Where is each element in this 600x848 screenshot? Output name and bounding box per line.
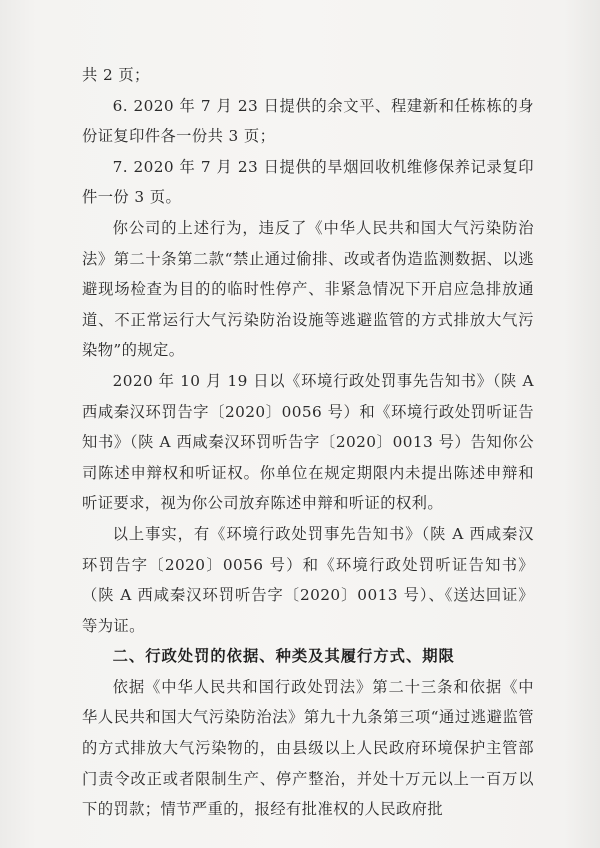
evidence-item-7: 7. 2020 年 7 月 23 日提供的旱烟回收机维修保养记录复印件一份 3 页。 — [82, 157, 534, 207]
document-body — [82, 60, 534, 825]
notice-paragraph: 2020 年 10 月 19 日以《环境行政处罚事先告知书》（陕 A 西咸秦汉环罚告字〔2020〕0056 号）和《环境行政处罚听证告知书》（陕 A 西咸秦汉环罚听告字〔2020〕0013 号）告知你公司陈述申辩权和听证权。你单位在规定期限内未提出陈述申辩和听证要求，视为你公司放弃陈述申辩和听证的权利。 — [82, 371, 534, 513]
continuation-line: 共 2 页； — [82, 66, 150, 84]
section-heading: 二、行政处罚的依据、种类及其履行方式、期限 — [112, 647, 455, 666]
evidence-item-6: 6. 2020 年 7 月 23 日提供的余文平、程建新和任栋栋的身份证复印件各一份共 3 页； — [82, 96, 534, 146]
violation-paragraph: 你公司的上述行为，违反了《中华人民共和国大气污染防治法》第二十条第二款“禁止通过偷排、改或者伪造监测数据、以逃避现场检查为目的的临时性停产、非紧急情况下开启应急排放通道、不正常运行大气污染防治设施等逃避监管的方式排放大气污染物”的规定。 — [82, 218, 534, 360]
legal-basis-paragraph: 依据《中华人民共和国行政处罚法》第二十三条和依据《中华人民共和国大气污染防治法》第九十九条第三项“通过逃避监管的方式排放大气污染物的，由县级以上人民政府环境保护主管部门责令改正或者限制生产、停产整治，并处十万元以上一百万以下的罚款；情节严重的，报经有批准权的人民政府批 — [82, 677, 534, 819]
evidence-summary-paragraph: 以上事实，有《环境行政处罚事先告知书》（陕 A 西咸秦汉环罚告字〔2020〕0056 号）和《环境行政处罚听证告知书》（陕 A 西咸秦汉环罚听告字〔2020〕0013 号）、《送达回证》等为证。 — [82, 524, 534, 635]
